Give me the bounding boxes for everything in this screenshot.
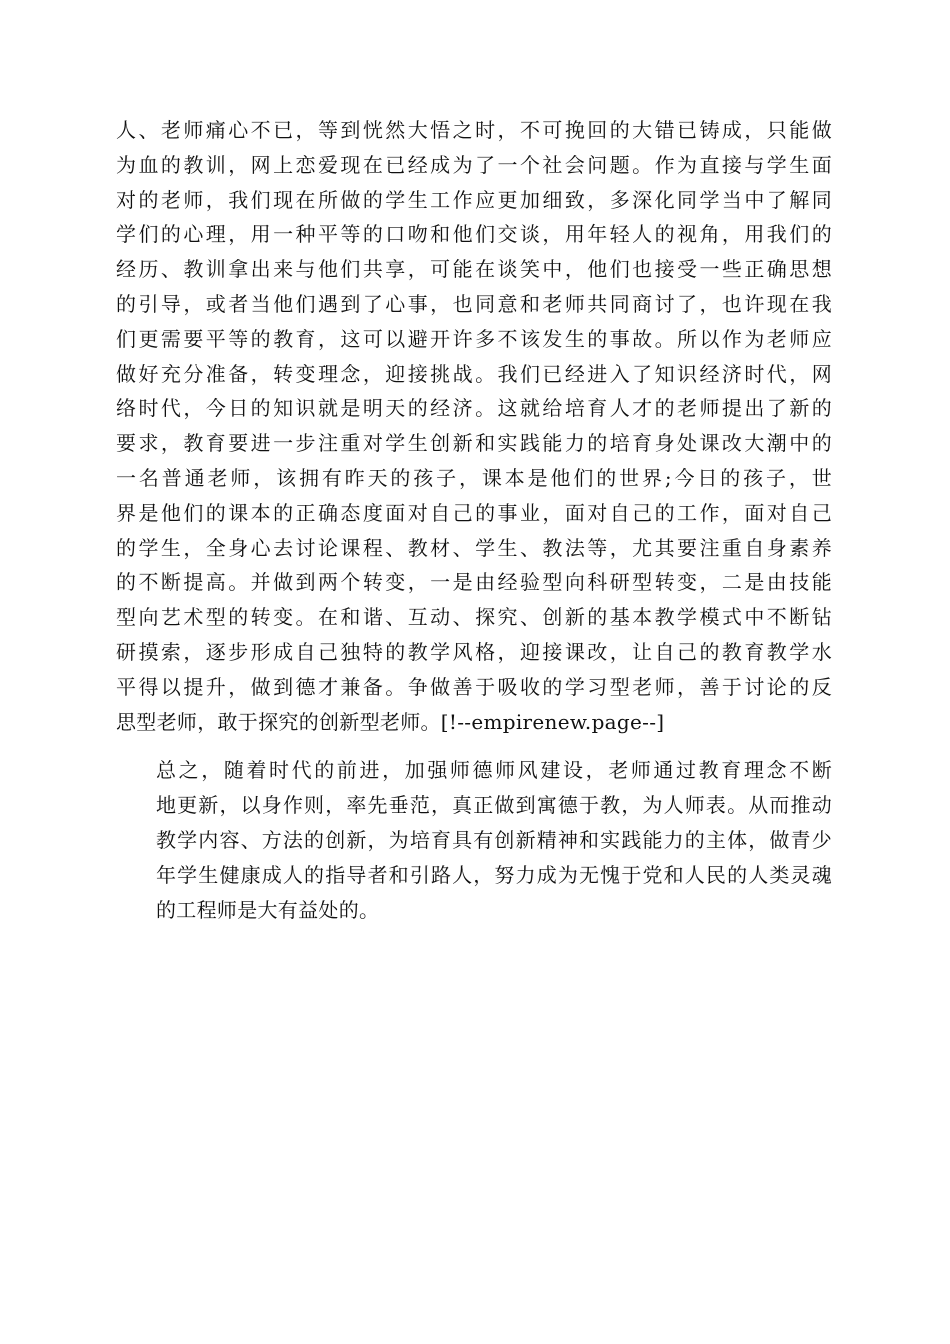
text-line: 界是他们的课本的正确态度面对自己的事业，面对自己的工作，面对自己: [116, 500, 832, 525]
text-line: 的学生，全身心去讨论课程、教材、学生、教法等，尤其要注重自身素养: [116, 535, 832, 560]
text-line: 络时代，今日的知识就是明天的经济。这就给培育人才的老师提出了新的: [116, 396, 832, 421]
text-line: 地更新，以身作则，率先垂范，真正做到寓德于教，为人师表。从而推动: [156, 793, 832, 818]
paragraph-continuation: [116, 113, 832, 739]
text-line: 为血的教训，网上恋爱现在已经成为了一个社会问题。作为直接与学生面: [116, 152, 832, 177]
text-line: 年学生健康成人的指导者和引路人，努力成为无愧于党和人民的人类灵魂: [156, 862, 832, 887]
text-line: 的不断提高。并做到两个转变，一是由经验型向科研型转变，二是由技能: [116, 570, 832, 595]
text-line: 要求，教育要进一步注重对学生创新和实践能力的培育身处课改大潮中的: [116, 431, 832, 456]
text-line: 总之，随着时代的前进，加强师德师风建设，老师通过教育理念不断: [156, 758, 832, 783]
paragraph-conclusion: [116, 753, 832, 927]
text-line: 们更需要平等的教育，这可以避开许多不该发生的事故。所以作为老师应: [116, 326, 832, 351]
text-line: 人、老师痛心不已，等到恍然大悟之时，不可挽回的大错已铸成，只能做: [116, 118, 832, 142]
text-line: 教学内容、方法的创新，为培育具有创新精神和实践能力的主体，做青少: [156, 827, 832, 852]
text-line: 的工程师是大有益处的。: [156, 897, 380, 922]
text-line: 学们的心理，用一种平等的口吻和他们交谈，用年轻人的视角，用我们的: [116, 222, 832, 247]
text-line: 对的老师，我们现在所做的学生工作应更加细致，多深化同学当中了解同: [116, 187, 832, 212]
text-line: 型向艺术型的转变。在和谐、互动、探究、创新的基本教学模式中不断钻: [116, 605, 832, 630]
text-line: 经历、教训拿出来与他们共享，可能在谈笑中，他们也接受一些正确思想: [116, 257, 832, 282]
text-line: 平得以提升，做到德才兼备。争做善于吸收的学习型老师，善于讨论的反: [116, 674, 832, 699]
text-line: 思型老师，敢于探究的创新型老师。[!--empirenew.page--]: [116, 709, 665, 734]
document-body: [116, 113, 832, 927]
text-line: 一名普通老师，该拥有昨天的孩子，课本是他们的世界;今日的孩子，世: [116, 465, 832, 490]
text-line: 研摸索，逐步形成自己独特的教学风格，迎接课改，让自己的教育教学水: [116, 639, 832, 664]
text-line: 的引导，或者当他们遇到了心事，也同意和老师共同商讨了，也许现在我: [116, 291, 832, 316]
text-line: 做好充分准备，转变理念，迎接挑战。我们已经进入了知识经济时代，网: [116, 361, 832, 386]
